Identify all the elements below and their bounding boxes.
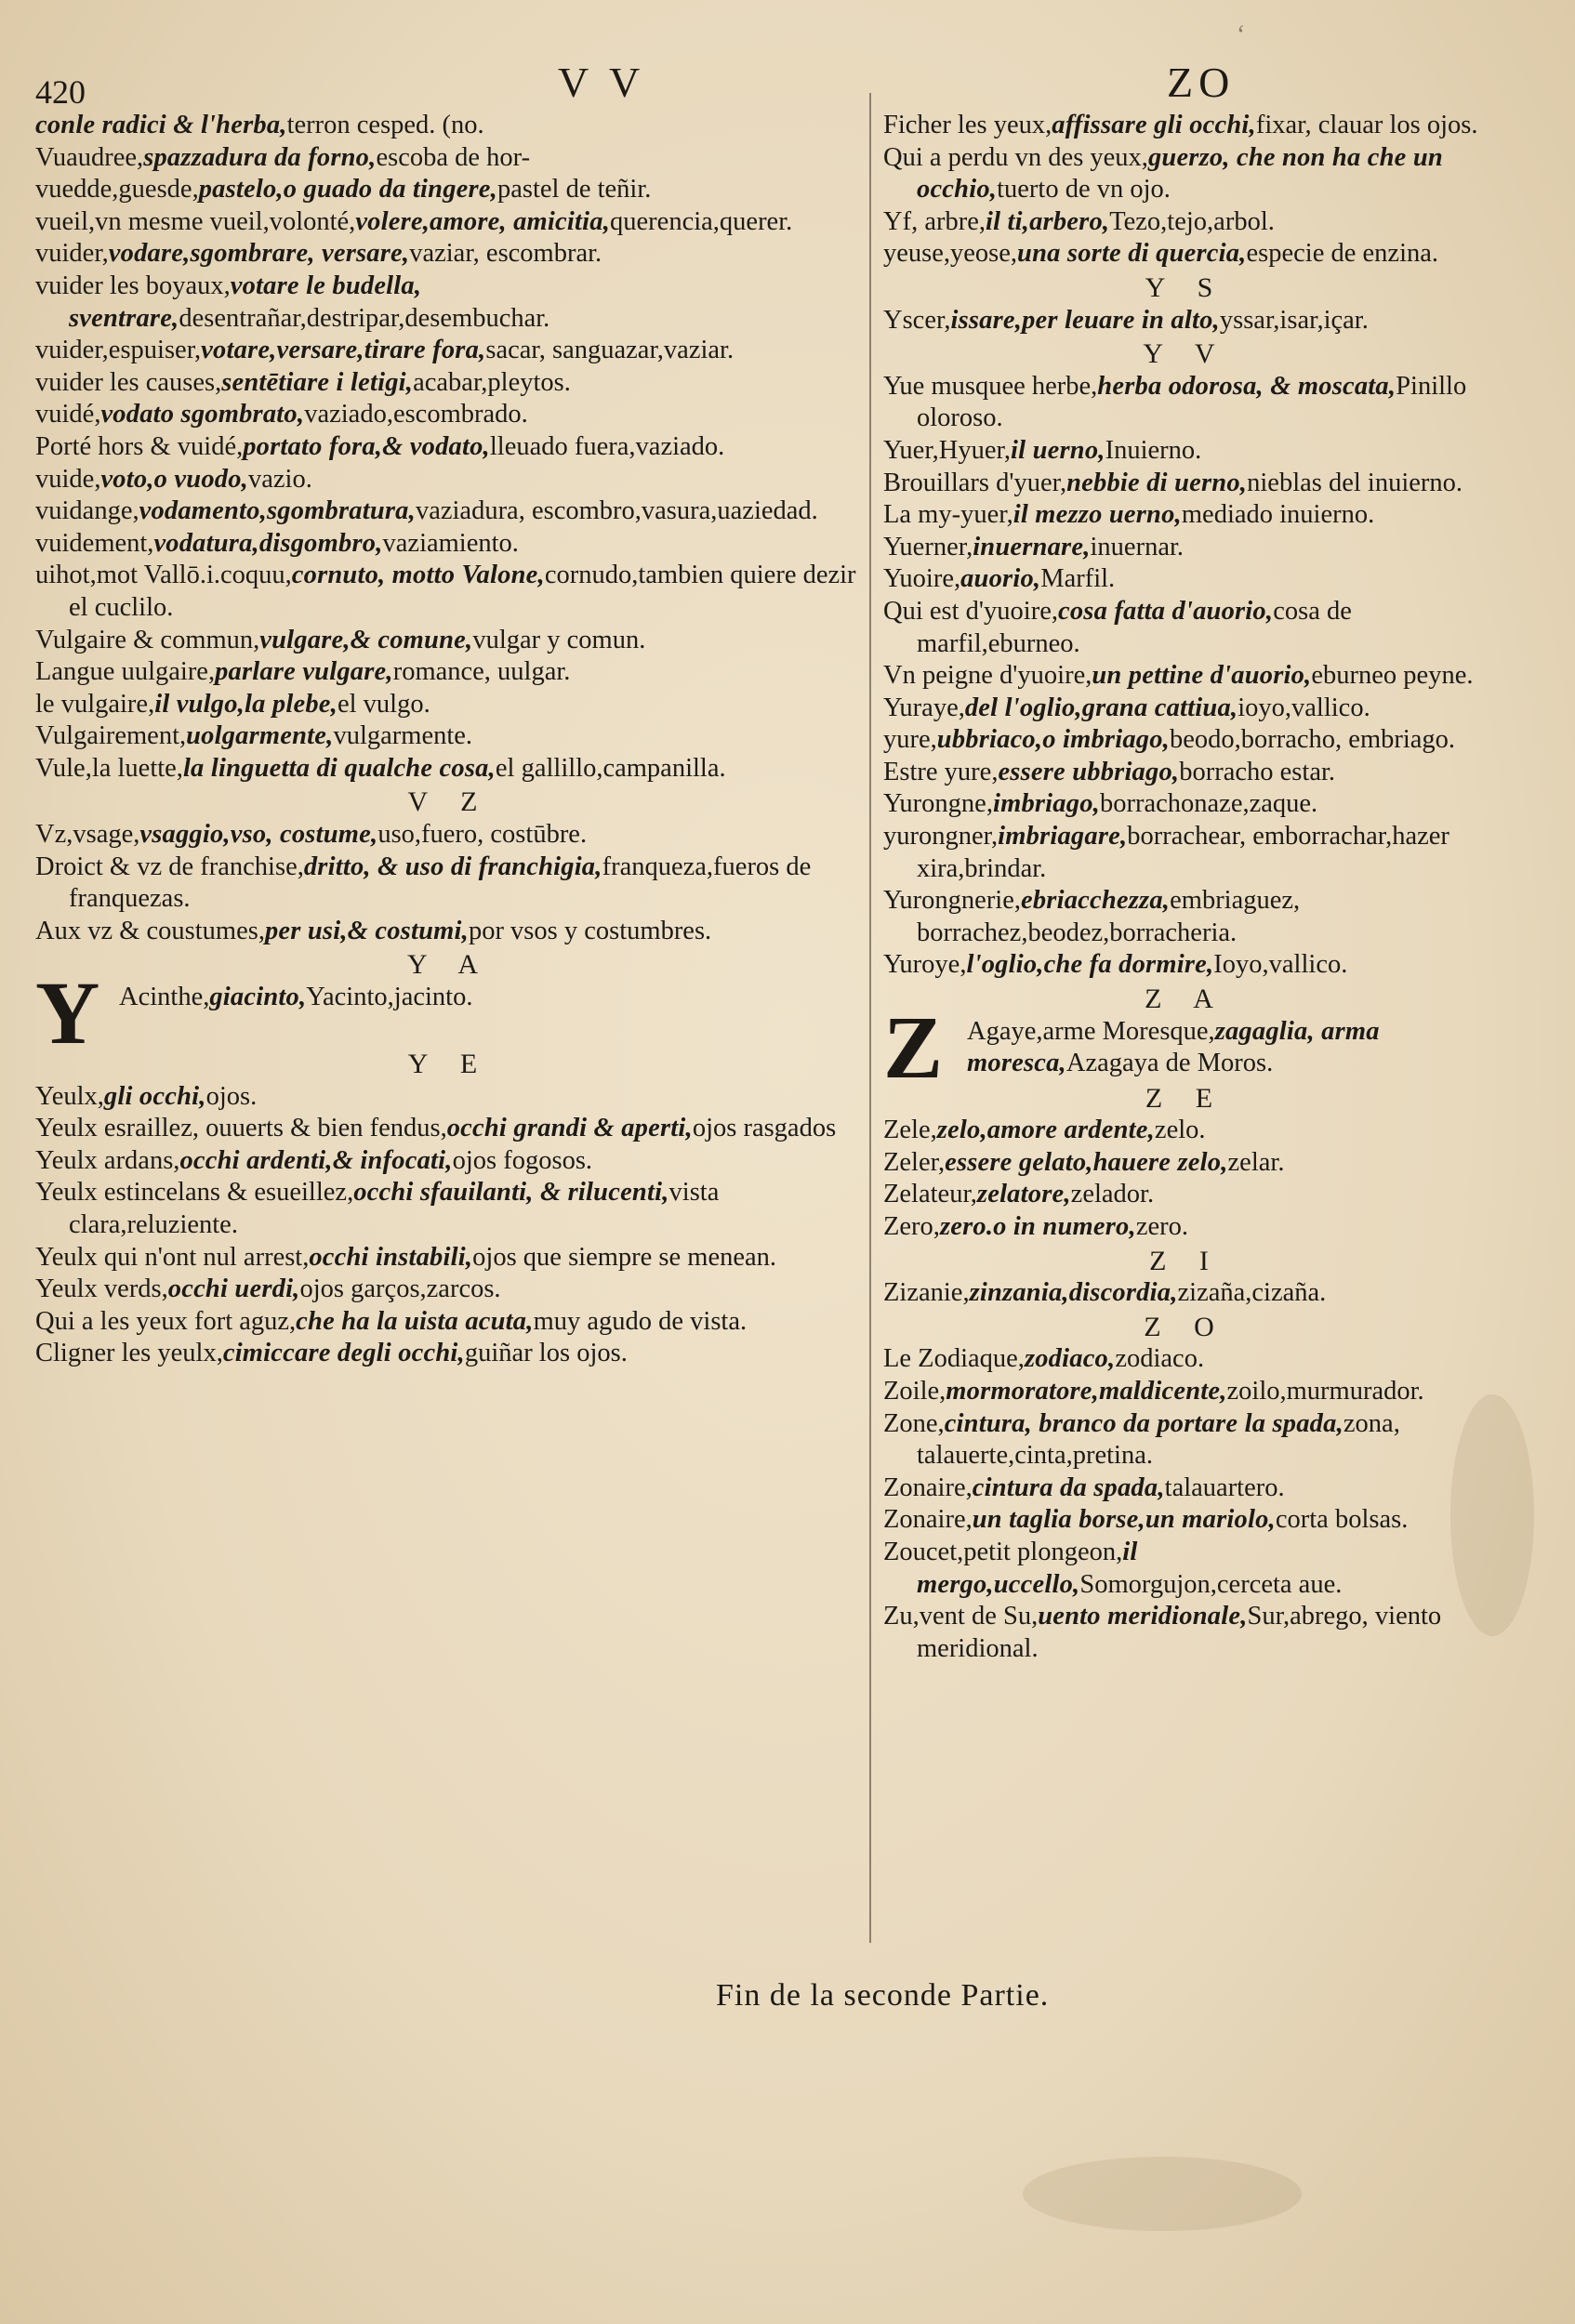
- french-headword: Aux vz & coustumes,: [35, 916, 265, 945]
- dictionary-entry: [35, 110, 863, 142]
- dictionary-entry: [883, 1408, 1488, 1472]
- spanish-gloss: vaziadura, escombro,vasura,uaziedad.: [415, 496, 818, 526]
- italian-gloss: portato fora,& vodato,: [243, 431, 490, 461]
- dictionary-entry: [883, 1601, 1488, 1665]
- french-headword: Le Zodiaque,: [883, 1344, 1025, 1374]
- italian-gloss: essere ubbriago,: [998, 757, 1180, 786]
- right-column: [883, 110, 1488, 1665]
- spanish-gloss: zoilo,murmurador.: [1226, 1376, 1424, 1406]
- dictionary-entry: [35, 819, 863, 852]
- dictionary-entry: [883, 305, 1488, 337]
- dictionary-entry: [35, 1113, 863, 1145]
- french-headword: vuidement,: [35, 528, 154, 558]
- french-headword: Zele,: [883, 1116, 937, 1145]
- dictionary-entry: [883, 1472, 1488, 1505]
- french-headword: Agaye,arme Moresque,: [967, 1016, 1215, 1046]
- dictionary-entry: [35, 431, 863, 464]
- dictionary-entry: [883, 1504, 1488, 1537]
- french-headword: Yue musquee herbe,: [883, 371, 1098, 401]
- dictionary-entry: [35, 142, 863, 175]
- italian-gloss: auorio,: [960, 564, 1041, 594]
- drop-cap: Z: [883, 997, 944, 1097]
- section-heading: Y A: [406, 949, 492, 981]
- dictionary-entry: [883, 1537, 1488, 1601]
- spanish-gloss: franqueza,fueros de franquezas.: [69, 852, 812, 914]
- french-headword: Vuaudree,: [35, 142, 144, 172]
- section-heading: Z I: [1149, 1245, 1222, 1276]
- spanish-gloss: ojos rasgados: [692, 1114, 837, 1143]
- spanish-gloss: cosa de marfil,eburneo.: [917, 596, 1352, 658]
- spanish-gloss: Ioyo,vallico.: [1213, 950, 1348, 980]
- italian-gloss: il mergo,uccello,: [917, 1537, 1138, 1599]
- french-headword: Yurongnerie,: [883, 886, 1021, 916]
- italian-gloss: occhi uerdi,: [167, 1274, 300, 1304]
- dictionary-entry: [883, 1211, 1488, 1244]
- section-heading: Z O: [1144, 1311, 1227, 1342]
- italian-gloss: giacinto,: [209, 983, 307, 1012]
- french-headword: Zero,: [883, 1212, 940, 1241]
- spanish-gloss: nieblas del inuierno.: [1247, 468, 1463, 497]
- section-heading: Y V: [1143, 338, 1228, 370]
- french-headword: Vn peigne d'yuoire,: [883, 661, 1092, 691]
- dictionary-entry: [883, 1147, 1488, 1180]
- french-headword: Estre yure,: [883, 757, 999, 786]
- spanish-gloss: Azagaya de Moros.: [1065, 1049, 1274, 1078]
- italian-gloss: votare le budella, sventrare,: [69, 271, 422, 333]
- spanish-gloss: Sur,abrego, viento meridional.: [917, 1602, 1442, 1663]
- dictionary-entry: [35, 1145, 863, 1178]
- dictionary-entry: [883, 371, 1488, 435]
- italian-gloss: occhi instabili,: [309, 1242, 473, 1272]
- spanish-gloss: Pinillo oloroso.: [917, 371, 1467, 433]
- french-headword: Yeulx esraillez, ouuerts & bien fendus,: [35, 1114, 447, 1143]
- spanish-gloss: ojos fogosos.: [452, 1145, 593, 1175]
- french-headword: le vulgaire,: [35, 689, 155, 719]
- spanish-gloss: zelar.: [1227, 1147, 1285, 1177]
- spanish-gloss: cornudo,tambien quiere dezir el cuclilo.: [69, 561, 856, 622]
- spanish-gloss: acabar,pleytos.: [413, 367, 571, 397]
- italian-gloss: ebriacchezza,: [1021, 886, 1171, 916]
- spanish-gloss: ojos garços,zarcos.: [299, 1274, 501, 1304]
- dictionary-entry: [883, 724, 1488, 757]
- dictionary-entry: [883, 660, 1488, 693]
- italian-gloss: imbriagare,: [998, 822, 1128, 852]
- spanish-gloss: sacar, sanguazar,vaziar.: [485, 336, 735, 365]
- french-headword: La my-yuer,: [883, 500, 1013, 530]
- french-headword: yurongner,: [883, 822, 999, 852]
- french-headword: Zizanie,: [883, 1278, 970, 1308]
- section-heading: Z E: [1145, 1082, 1226, 1114]
- dictionary-entry: [883, 238, 1488, 271]
- italian-gloss: nebbie di uerno,: [1066, 468, 1248, 497]
- italian-gloss: un taglia borse,un mariolo,: [972, 1505, 1276, 1535]
- italian-gloss: che ha la uista acuta,: [296, 1306, 534, 1336]
- french-headword: Vulgairement,: [35, 721, 187, 751]
- french-headword: Yuraye,: [883, 693, 965, 722]
- italian-gloss: cosa fatta d'auorio,: [1057, 596, 1274, 626]
- italian-gloss: cornuto, motto Valone,: [291, 561, 545, 590]
- spanish-gloss: pastel de teñir.: [496, 175, 652, 205]
- italian-gloss: sentētiare i letigi,: [221, 367, 414, 397]
- italian-gloss: zinzania,discordia,: [969, 1278, 1178, 1308]
- french-headword: vuidange,: [35, 496, 139, 526]
- spanish-gloss: querencia,querer.: [610, 206, 793, 236]
- french-headword: Yurongne,: [883, 789, 993, 819]
- dictionary-entry: [35, 560, 863, 624]
- dictionary-entry: [35, 1338, 863, 1370]
- spanish-gloss: muy agudo de vista.: [533, 1306, 748, 1336]
- french-headword: vuider,espuiser,: [35, 336, 202, 365]
- dictionary-entry: [35, 206, 863, 239]
- spanish-gloss: zelo.: [1154, 1116, 1206, 1145]
- italian-gloss: vodamento,sgombratura,: [139, 496, 416, 526]
- spanish-gloss: mediado inuierno.: [1181, 500, 1375, 530]
- italian-gloss: guerzo, che non ha che un occhio,: [917, 142, 1443, 205]
- french-headword: Cligner les yeulx,: [35, 1339, 223, 1368]
- italian-gloss: il vulgo,la plebe,: [154, 689, 338, 719]
- italian-gloss: imbriago,: [992, 789, 1100, 819]
- french-headword: vuide,: [35, 464, 101, 494]
- italian-gloss: il ti,arbero,: [985, 206, 1110, 236]
- spanish-gloss: vulgarmente.: [333, 721, 473, 751]
- spanish-gloss: ojos.: [205, 1081, 258, 1111]
- italian-gloss: vodato sgombrato,: [100, 400, 305, 429]
- dictionary-entry: [883, 693, 1488, 725]
- spanish-gloss: Inuierno.: [1105, 435, 1202, 465]
- dictionary-entry: [35, 656, 863, 689]
- spanish-gloss: zelador.: [1070, 1180, 1155, 1209]
- dictionary-entry: [883, 468, 1488, 500]
- spanish-gloss: el gallillo,campanilla.: [495, 753, 726, 783]
- dictionary-entry: [35, 1081, 863, 1114]
- paper-stain: [1023, 2157, 1302, 2231]
- italian-gloss: uento meridionale,: [1038, 1602, 1248, 1631]
- dictionary-entry: [35, 335, 863, 367]
- italian-gloss: cimiccare degli occhi,: [222, 1339, 465, 1368]
- french-headword: Zu,vent de Su,: [883, 1602, 1039, 1631]
- italian-gloss: dritto, & uso di franchigia,: [303, 852, 602, 881]
- italian-gloss: mormoratore,maldicente,: [946, 1376, 1227, 1406]
- spanish-gloss: tuerto de vn ojo.: [997, 175, 1171, 205]
- french-headword: Vz,vsage,: [35, 820, 140, 850]
- french-headword: yeuse,yeose,: [883, 239, 1018, 269]
- section-heading: Y E: [407, 1049, 491, 1080]
- spanish-gloss: borracho estar.: [1179, 757, 1336, 786]
- spanish-gloss: por vsos y costumbres.: [468, 916, 712, 945]
- french-headword: uihot,mot Vallō.i.coquu,: [35, 561, 292, 590]
- dictionary-entry: [883, 1343, 1488, 1376]
- dictionary-entry: [35, 1177, 863, 1241]
- french-headword: yure,: [883, 725, 937, 755]
- dictionary-entry: [883, 142, 1488, 206]
- french-headword: vuider les causes,: [35, 367, 222, 397]
- italian-gloss: essere gelato,hauere zelo,: [945, 1147, 1228, 1177]
- italian-gloss: voto,o vuodo,: [100, 464, 248, 494]
- dictionary-entry: [35, 399, 863, 431]
- italian-gloss: issare,per leuare in alto,: [950, 305, 1220, 335]
- spanish-gloss: Tezo,tejo,arbol.: [1109, 206, 1275, 236]
- dictionary-entry: [35, 528, 863, 561]
- french-headword: Yeulx ardans,: [35, 1145, 180, 1175]
- dictionary-entry: [883, 1376, 1488, 1408]
- italian-gloss: inuernare,: [973, 532, 1091, 561]
- french-headword: Yuroye,: [883, 950, 967, 980]
- italian-gloss: cintura, branco da portare la spada,: [944, 1408, 1343, 1438]
- italian-gloss: l'oglio,che fa dormire,: [966, 950, 1214, 980]
- column-rule: [869, 93, 871, 1943]
- french-headword: vuider,: [35, 239, 109, 269]
- italian-gloss: cintura da spada,: [972, 1472, 1165, 1502]
- dictionary-entry: [35, 625, 863, 657]
- spanish-gloss: Marfil.: [1040, 564, 1116, 594]
- dictionary-entry: [35, 495, 863, 528]
- italian-gloss: conle radici & l'herba,: [35, 111, 287, 139]
- spanish-gloss: desentrañar,destripar,desembuchar.: [179, 303, 550, 333]
- french-headword: Langue uulgaire,: [35, 657, 216, 687]
- italian-gloss: votare,versare,tirare fora,: [201, 336, 486, 365]
- spanish-gloss: zona, talauerte,cinta,pretina.: [917, 1408, 1400, 1471]
- dictionary-entry: [35, 1306, 863, 1339]
- section-heading: Z A: [1145, 984, 1226, 1015]
- italian-gloss: del l'oglio,grana cattiua,: [964, 693, 1238, 722]
- italian-gloss: gli occhi,: [103, 1081, 206, 1111]
- french-headword: Yscer,: [883, 305, 951, 335]
- french-headword: Yeulx verds,: [35, 1274, 168, 1304]
- french-headword: Brouillars d'yuer,: [883, 468, 1067, 497]
- page-number: 420: [35, 73, 86, 111]
- spanish-gloss: zizaña,cizaña.: [1177, 1278, 1327, 1308]
- french-headword: Acinthe,: [119, 983, 210, 1012]
- french-headword: Yuerner,: [883, 532, 973, 561]
- french-headword: Qui a perdu vn des yeux,: [883, 142, 1148, 172]
- french-headword: Zoucet,petit plongeon,: [883, 1537, 1123, 1566]
- dictionary-entry: [883, 997, 1488, 1097]
- french-headword: Zonaire,: [883, 1472, 973, 1502]
- italian-gloss: parlare vulgare,: [215, 657, 393, 687]
- spanish-gloss: especie de enzina.: [1246, 239, 1439, 269]
- french-headword: vuider les boyaux,: [35, 271, 231, 300]
- spanish-gloss: ioyo,vallico.: [1238, 693, 1370, 722]
- closing-line: Fin de la seconde Partie.: [716, 1978, 1050, 2013]
- italian-gloss: vodare,sgombrare, versare,: [108, 239, 410, 269]
- french-headword: Porté hors & vuidé,: [35, 431, 244, 461]
- spanish-gloss: vista clara,reluziente.: [69, 1178, 720, 1239]
- drop-cap: Y: [35, 963, 100, 1063]
- spanish-gloss: beodo,borracho, embriago.: [1170, 725, 1456, 755]
- spanish-gloss: el vulgo.: [337, 689, 430, 719]
- dictionary-entry: [35, 852, 863, 916]
- italian-gloss: uolgarmente,: [186, 721, 334, 751]
- spanish-gloss: terron cesped. (no.: [286, 111, 484, 139]
- spanish-gloss: zero.: [1135, 1212, 1188, 1241]
- french-headword: vueil,vn mesme vueil,volonté,: [35, 206, 356, 236]
- spanish-gloss: uso,fuero, costūbre.: [377, 820, 588, 850]
- french-headword: vuidé,: [35, 400, 101, 429]
- french-headword: Qui est d'yuoire,: [883, 596, 1058, 626]
- dictionary-entry: [35, 720, 863, 753]
- italian-gloss: ubbriaco,o imbriago,: [936, 725, 1170, 755]
- spanish-gloss: vaziar, escombrar.: [409, 239, 602, 269]
- spanish-gloss: embriaguez, borrachez,beodez,borracheria.: [917, 886, 1301, 947]
- italian-gloss: pastelo,o guado da tingere,: [198, 175, 497, 205]
- italian-gloss: il uerno,: [1011, 435, 1105, 465]
- italian-gloss: zelo,amore ardente,: [936, 1116, 1155, 1145]
- dictionary-entry: [35, 963, 863, 1063]
- spanish-gloss: eburneo peyne.: [1311, 661, 1474, 691]
- running-head-right: ZO: [1167, 59, 1236, 106]
- dictionary-entry: [883, 1277, 1488, 1310]
- spanish-gloss: fixar, clauar los ojos.: [1255, 111, 1478, 139]
- italian-gloss: una sorte di quercia,: [1017, 239, 1247, 269]
- french-headword: vuedde,guesde,: [35, 175, 199, 205]
- italian-gloss: affissare gli occhi,: [1052, 111, 1256, 139]
- italian-gloss: vodatura,disgombro,: [153, 528, 383, 558]
- french-headword: Zeler,: [883, 1147, 946, 1177]
- spanish-gloss: escoba de hor-: [376, 142, 531, 172]
- spanish-gloss: lleuado fuera,vaziado.: [489, 431, 725, 461]
- italian-gloss: per usi,& costumi,: [264, 916, 469, 945]
- french-headword: Yuer,Hyuer,: [883, 435, 1012, 465]
- dictionary-entry: [35, 753, 863, 786]
- dictionary-entry: [883, 821, 1488, 885]
- dictionary-entry: [35, 464, 863, 496]
- dictionary-entry: [883, 435, 1488, 468]
- section-heading: Y S: [1145, 271, 1226, 303]
- dictionary-entry: [35, 916, 863, 948]
- spanish-gloss: Yacinto,jacinto.: [306, 983, 473, 1012]
- dictionary-entry: [35, 367, 863, 400]
- french-headword: Vulgaire & commun,: [35, 625, 260, 654]
- spanish-gloss: ojos que siempre se menean.: [472, 1242, 777, 1272]
- spanish-gloss: zodiaco.: [1115, 1344, 1205, 1374]
- spanish-gloss: vaziado,escombrado.: [304, 400, 528, 429]
- dictionary-entry: [35, 689, 863, 721]
- italian-gloss: spazzadura da forno,: [143, 142, 377, 172]
- ornament-mark: ‘: [1237, 20, 1246, 49]
- spanish-gloss: inuernar.: [1090, 532, 1185, 561]
- spanish-gloss: vaziamiento.: [382, 528, 519, 558]
- french-headword: Yf, arbre,: [883, 206, 986, 236]
- spanish-gloss: borrachonaze,zaque.: [1099, 789, 1318, 819]
- spanish-gloss: Somorgujon,cerceta aue.: [1079, 1569, 1343, 1599]
- dictionary-entry: [883, 206, 1488, 239]
- italian-gloss: zagaglia, arma moresca,: [967, 1016, 1380, 1078]
- italian-gloss: occhi grandi & aperti,: [446, 1114, 693, 1143]
- dictionary-entry: [883, 596, 1488, 660]
- running-head-left: V V: [558, 59, 646, 106]
- dictionary-entry: [883, 499, 1488, 532]
- spanish-gloss: corta bolsas.: [1275, 1505, 1409, 1535]
- dictionary-entry: [883, 1115, 1488, 1147]
- french-headword: Qui a les yeux fort aguz,: [35, 1306, 297, 1336]
- french-headword: Yeulx estincelans & esueillez,: [35, 1178, 354, 1208]
- french-headword: Ficher les yeux,: [883, 111, 1052, 139]
- dictionary-entry: [35, 174, 863, 206]
- dictionary-entry: [35, 1274, 863, 1306]
- italian-gloss: volere,amore, amicitia,: [355, 206, 611, 236]
- italian-gloss: un pettine d'auorio,: [1092, 661, 1312, 691]
- dictionary-entry: [35, 1242, 863, 1274]
- dictionary-entry: [883, 110, 1488, 142]
- left-column: [35, 110, 863, 1370]
- italian-gloss: zodiaco,: [1024, 1344, 1116, 1374]
- dictionary-entry: [883, 563, 1488, 596]
- spanish-gloss: guiñar los ojos.: [464, 1339, 628, 1368]
- dictionary-entry: [883, 949, 1488, 982]
- dictionary-entry: [883, 757, 1488, 789]
- italian-gloss: herba odorosa, & moscata,: [1097, 371, 1396, 401]
- italian-gloss: la linguetta di qualche cosa,: [182, 753, 496, 783]
- italian-gloss: vulgare,& comune,: [259, 625, 473, 654]
- dictionary-entry: [883, 532, 1488, 564]
- italian-gloss: occhi ardenti,& infocati,: [179, 1145, 453, 1175]
- spanish-gloss: vazio.: [248, 464, 312, 494]
- spanish-gloss: romance, uulgar.: [392, 657, 571, 687]
- spanish-gloss: borrachear, emborrachar,hazer xira,brindar.: [917, 822, 1449, 883]
- dictionary-entry: [883, 788, 1488, 821]
- italian-gloss: occhi sfauilanti, & rilucenti,: [353, 1178, 669, 1208]
- french-headword: Yeulx qui n'ont nul arrest,: [35, 1242, 310, 1272]
- french-headword: Zonaire,: [883, 1505, 973, 1535]
- dictionary-entry: [883, 1179, 1488, 1211]
- french-headword: Yeulx,: [35, 1081, 104, 1111]
- italian-gloss: zero.o in numero,: [939, 1212, 1136, 1241]
- french-headword: Yuoire,: [883, 564, 961, 594]
- italian-gloss: zelatore,: [976, 1180, 1071, 1209]
- spanish-gloss: talauartero.: [1164, 1472, 1285, 1502]
- spanish-gloss: vulgar y comun.: [472, 625, 646, 654]
- french-headword: Droict & vz de franchise,: [35, 852, 304, 881]
- french-headword: Zoile,: [883, 1376, 946, 1406]
- dictionary-entry: [35, 238, 863, 271]
- dictionary-entry: [883, 885, 1488, 949]
- spanish-gloss: yssar,isar,içar.: [1219, 305, 1369, 335]
- dictionary-entry: [35, 271, 863, 335]
- french-headword: Zone,: [883, 1408, 945, 1438]
- italian-gloss: il mezzo uerno,: [1012, 500, 1182, 530]
- french-headword: Vule,la luette,: [35, 753, 183, 783]
- section-heading: V Z: [407, 786, 491, 818]
- italian-gloss: vsaggio,vso, costume,: [139, 820, 378, 850]
- french-headword: Zelateur,: [883, 1180, 977, 1209]
